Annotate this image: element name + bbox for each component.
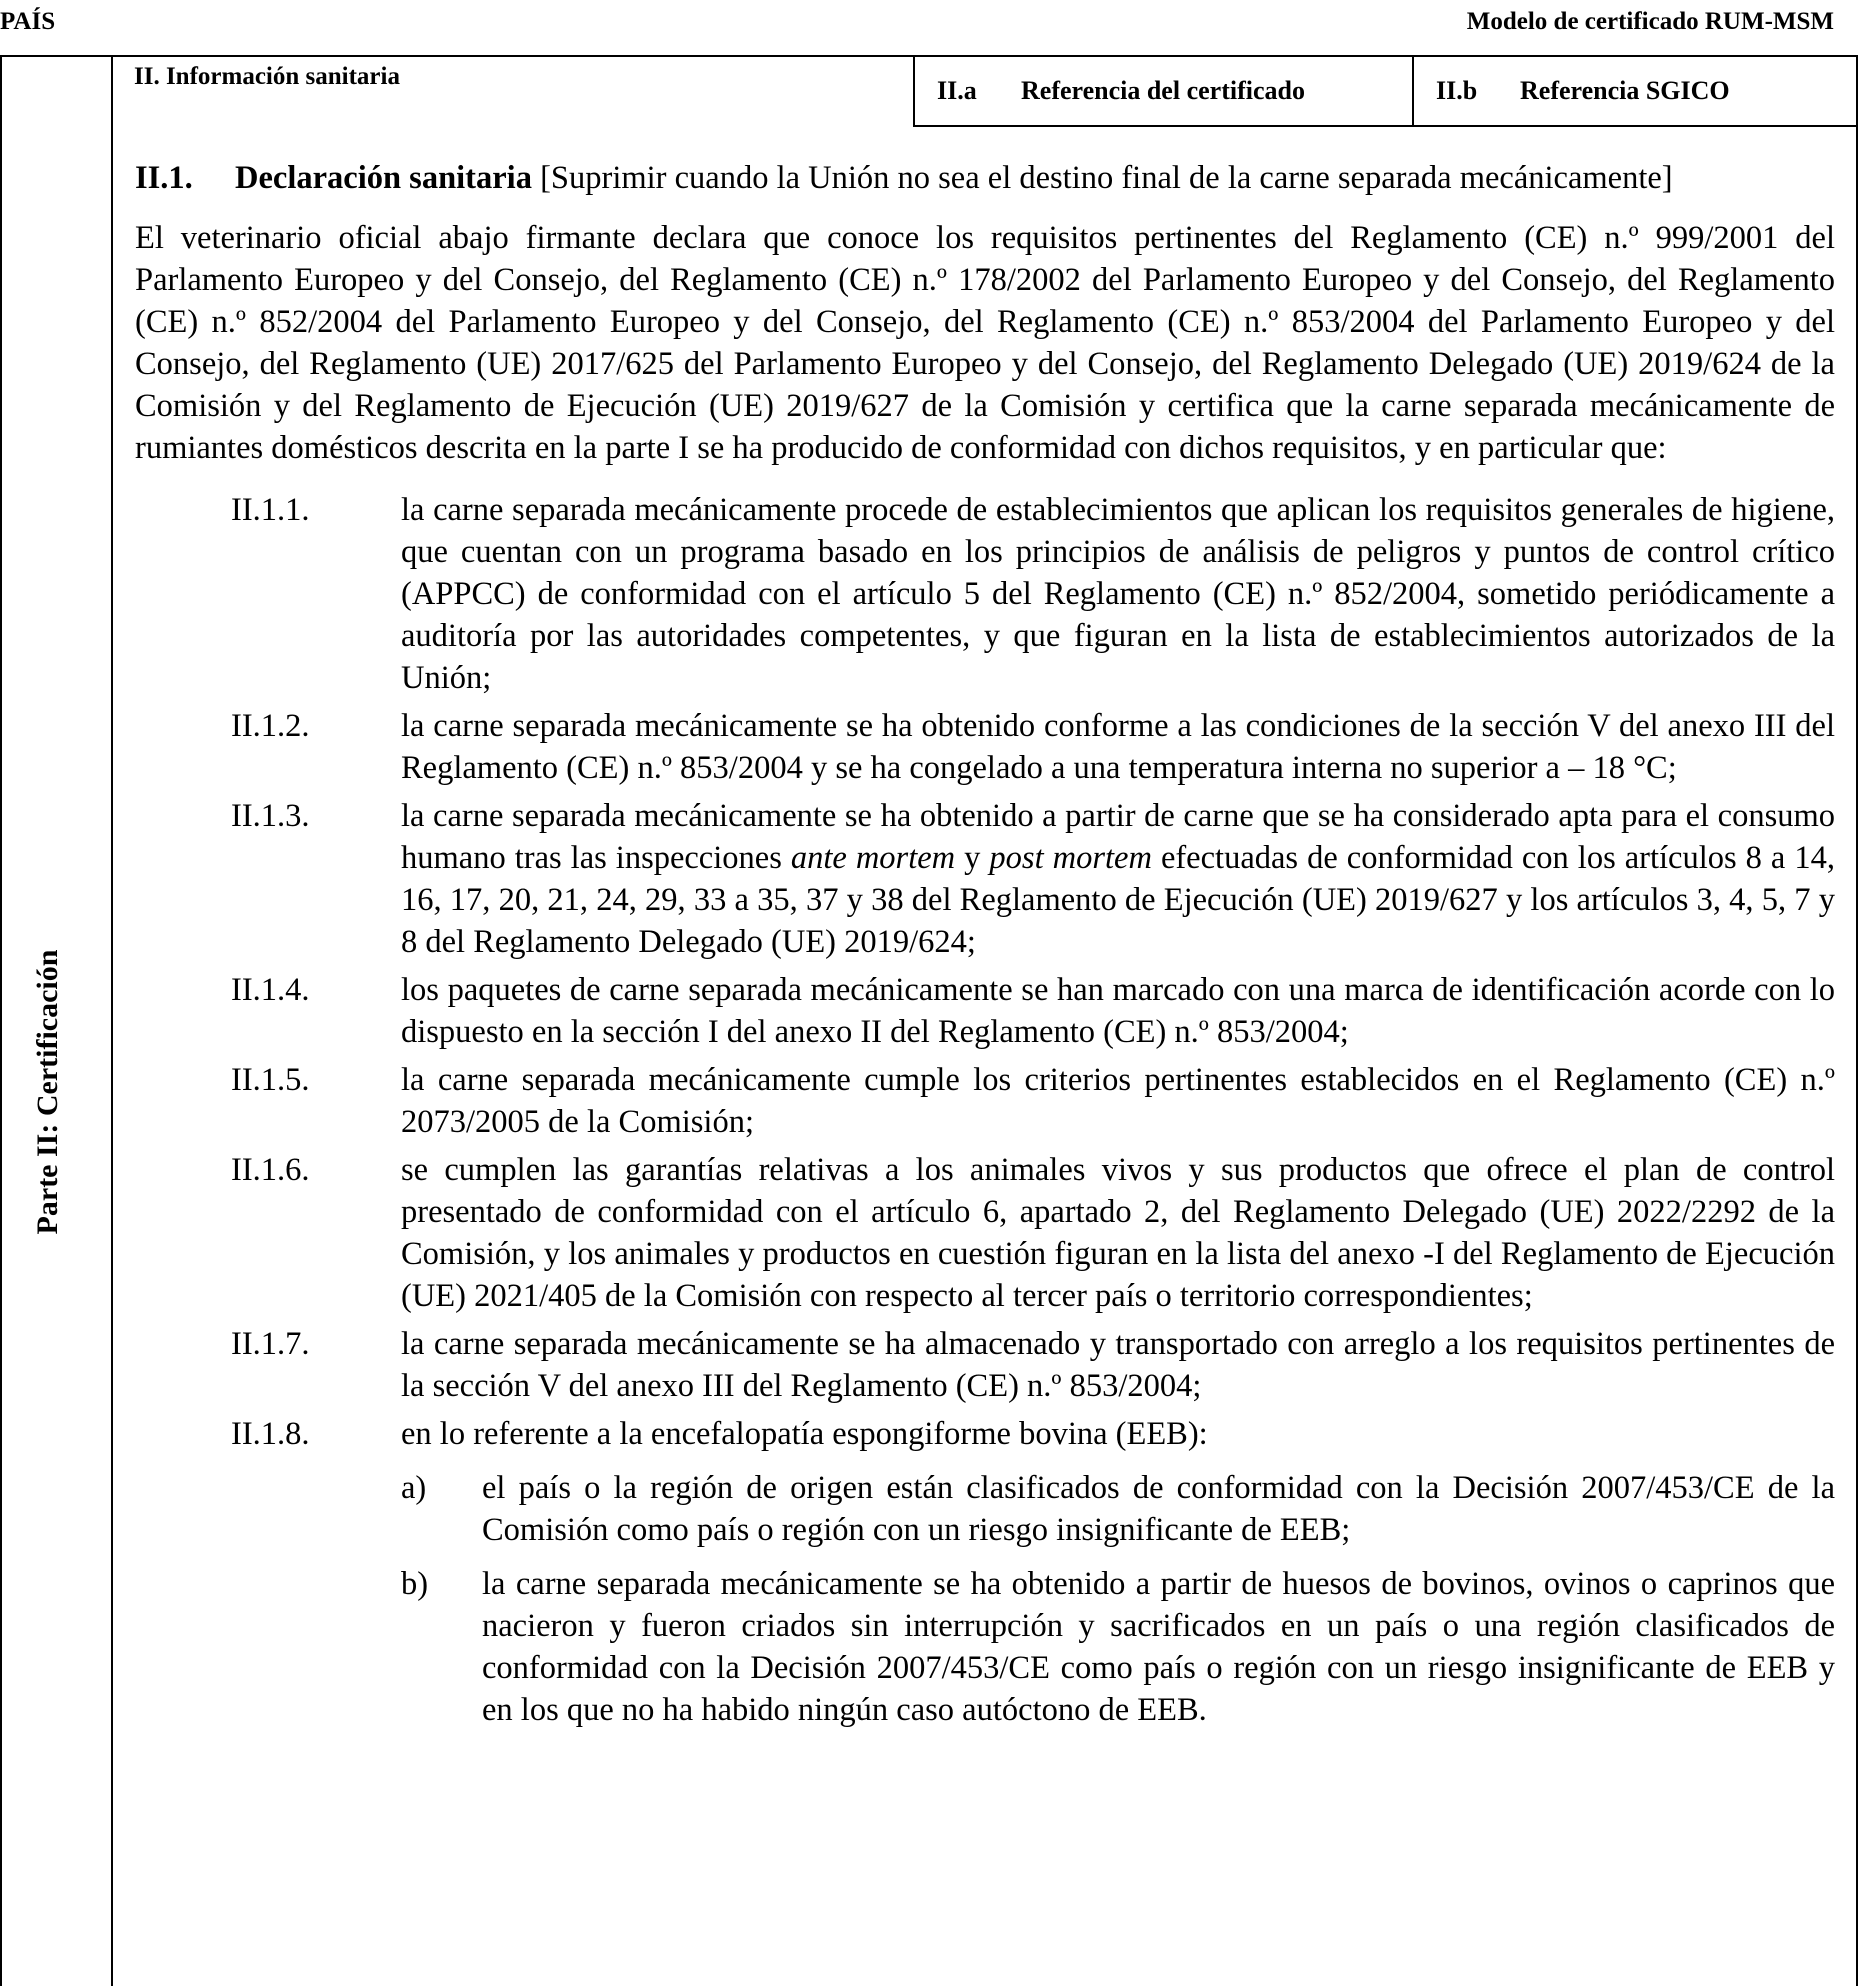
item-italic-term: ante mortem [790,840,956,876]
list-item [135,705,1835,789]
sgico-reference-box [1412,57,1858,127]
sub-item-text: el país o la región de origen están clasificados de conformidad con la Decisión 2007/453/CE de la Comisión como país o región con un riesgo insignificante de EEB; [482,1470,1835,1548]
list-item [135,1323,1835,1407]
item-text-part: y [955,840,990,876]
list-item [135,1149,1835,1317]
item-text: la carne separada mecánicamente se ha almacenado y transportado con arreglo a los requisitos pertinentes de la sección V del anexo III del Reglamento (CE) n.º 853/2004; [401,1326,1835,1404]
ref-b-code: II.b [1436,76,1478,105]
list-item [135,969,1835,1053]
certificate-content [135,157,1835,1731]
item-text: los paquetes de carne separada mecánicamente se han marcado con una marca de identificación acorde con lo dispuesto en la sección I del anexo II del Reglamento (CE) n.º 853/2004; [401,972,1835,1050]
certificate-model-label: Modelo de certificado RUM-MSM [1466,8,1834,35]
section-title: II. Información sanitaria [134,63,400,90]
declaration-heading-body [235,157,1835,199]
item-text: la carne separada mecánicamente procede de establecimientos que aplican los requisitos generales de higiene, que cuentan con un programa basado en los principios de análisis de peligros y puntos de control crítico (APPCC) de conformidad con el artículo 5 del Reglamento (CE) n.º 852/2004, sometido periódicamente a auditoría por las autoridades competentes, y que figuran en la lista de establecimientos autorizados de la Unión; [401,492,1835,696]
ref-a-label: Referencia del certificado [1021,76,1305,105]
part-label: Parte II: Certificación [31,949,64,1235]
sub-item-letter: b) [401,1566,429,1602]
ref-a-code: II.a [937,76,977,105]
declaration-number: II.1. [135,160,193,196]
country-label: PAÍS [0,8,56,35]
item-number: II.1.3. [231,798,310,834]
list-item [135,1059,1835,1143]
intro-paragraph: El veterinario oficial abajo firmante declara que conoce los requisitos pertinentes del Reglamento (CE) n.º 999/2001 del Parlamento Europeo y del Consejo, del Reglamento (CE) n.º 178/2002 del Parlamento Europeo y del Consejo, del Reglamento (CE) n.º 852/2004 del Parlamento Europeo y del Consejo, del Reglamento (CE) n.º 853/2004 del Parlamento Europeo y del Consejo, del Reglamento (UE) 2017/625 del Parlamento Europeo y del Consejo, del Reglamento Delegado (UE) 2019/624 de la Comisión y del Reglamento de Ejecución (UE) 2019/627 de la Comisión y certifica que la carne separada mecánicamente de rumiantes domésticos descrita en la parte I se ha producido de conformidad con dichos requisitos, y en particular que: [135,220,1835,466]
declaration-heading [135,157,1835,199]
declaration-note: [Suprimir cuando la Unión no sea el destino final de la carne separada mecánicamente] [531,160,1673,196]
side-column [0,57,113,1986]
certificate-reference-box [913,57,1414,127]
item-number: II.1.7. [231,1326,310,1362]
item-text: se cumplen las garantías relativas a los animales vivos y sus productos que ofrece el plan de control presentado de conformidad con el artículo 6, apartado 2, del Reglamento Delegado (UE) 2022/2292 de la Comisión, y los animales y productos en cuestión figuran en la lista del anexo -I del Reglamento de Ejecución (UE) 2021/405 de la Comisión con respecto al tercer país o territorio correspondientes; [401,1152,1835,1314]
sub-item-letter: a) [401,1470,427,1506]
item-text-part: efectuadas de conformidad con los artículos 8 a 14, 16, 17, 20, 21, 24, 29, 33 a 35, 37 y 38 del Reglamento de Ejecución (UE) 2019/627 y los artículos 3, 4, 5, 7 y 8 del Reglamento Delegado (UE) 2019/624; [401,840,1835,960]
list-item [135,1413,1835,1455]
item-text: en lo referente a la encefalopatía espongiforme bovina (EEB): [401,1416,1208,1452]
item-number: II.1.8. [231,1416,310,1452]
list-item [135,795,1835,963]
list-item [135,489,1835,699]
item-italic-term: post mortem [989,840,1152,876]
item-text: la carne separada mecánicamente cumple los criterios pertinentes establecidos en el Reglamento (CE) n.º 2073/2005 de la Comisión; [401,1062,1835,1140]
sub-item [401,1467,1835,1551]
sub-item-text: la carne separada mecánicamente se ha obtenido a partir de huesos de bovinos, ovinos o caprinos que nacieron y fueron criados sin interrupción y sacrificados en un país o una región clasificados de conformidad con la Decisión 2007/453/CE como país o región con un riesgo insignificante de EEB y en los que no ha habido ningún caso autóctono de EEB. [482,1566,1835,1728]
item-text-part: la carne separada mecánicamente se ha obtenido a partir de carne que se ha considerado apta para el consumo humano tras las inspecciones [401,798,1835,876]
item-text: la carne separada mecánicamente se ha obtenido conforme a las condiciones de la sección V del anexo III del Reglamento (CE) n.º 853/2004 y se ha congelado a una temperatura interna no superior a – 18 °C; [401,708,1835,786]
item-number: II.1.1. [231,492,310,528]
item-number: II.1.4. [231,972,310,1008]
requirements-list [135,489,1835,1731]
item-number: II.1.2. [231,708,310,744]
ref-b-label: Referencia SGICO [1520,76,1730,105]
certificate-frame [0,55,1858,1986]
item-number: II.1.6. [231,1152,310,1188]
sub-item [401,1563,1835,1731]
item-number: II.1.5. [231,1062,310,1098]
item-text [401,795,1835,963]
declaration-title: Declaración sanitaria [235,160,532,196]
